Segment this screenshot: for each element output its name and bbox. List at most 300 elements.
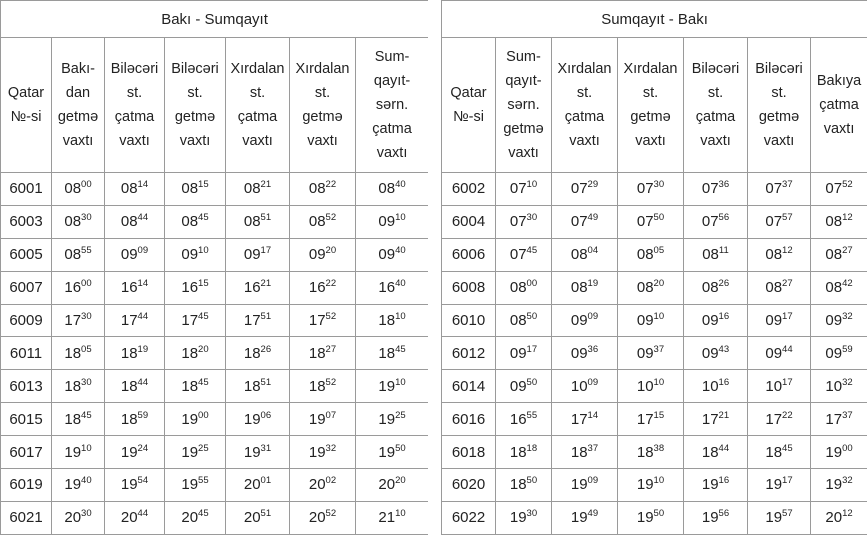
minute: 10 (395, 376, 406, 388)
time-cell (618, 304, 684, 337)
minute: 44 (137, 508, 149, 520)
column-header (1, 38, 52, 173)
minute: 25 (198, 442, 209, 454)
time-cell (356, 304, 429, 337)
table-row (1, 304, 429, 337)
hour: 07 (509, 180, 527, 198)
hour: 08 (570, 279, 588, 297)
hour: 18 (378, 344, 396, 362)
minute: 21 (260, 179, 272, 191)
column-header-line: vaxtı (763, 133, 795, 149)
minute: 12 (782, 245, 793, 257)
column-header-line: Xırdalan (295, 61, 350, 77)
time-cell (105, 238, 165, 271)
minute: 52 (325, 376, 337, 388)
time-cell (748, 436, 811, 469)
minute: 30 (526, 212, 538, 224)
minute: 10 (526, 179, 538, 191)
hour: 20 (308, 509, 326, 527)
time-cell (552, 238, 618, 271)
train-number: 6003 (1, 205, 52, 238)
minute: 45 (198, 376, 209, 388)
minute: 30 (526, 508, 538, 520)
minute: 54 (137, 475, 149, 487)
hour: 07 (509, 246, 527, 264)
time-cell (684, 469, 748, 502)
time-cell (105, 271, 165, 304)
time-cell (811, 469, 867, 502)
time-cell (552, 271, 618, 304)
table-row (442, 304, 867, 337)
time-cell (684, 501, 748, 534)
hour: 09 (308, 246, 326, 264)
hour: 19 (378, 410, 396, 428)
minute: 49 (587, 212, 599, 224)
minute: 09 (587, 475, 599, 487)
hour: 09 (509, 377, 527, 395)
minute: 31 (260, 442, 272, 454)
time-cell (748, 238, 811, 271)
column-header (290, 38, 356, 173)
hour: 19 (378, 377, 396, 395)
train-number: 6021 (1, 501, 52, 534)
time-cell (52, 436, 105, 469)
time-cell (290, 370, 356, 403)
time-cell (290, 436, 356, 469)
hour: 19 (765, 509, 783, 527)
hour: 19 (570, 476, 588, 494)
time-cell (684, 403, 748, 436)
minute: 30 (653, 179, 665, 191)
column-header (356, 38, 429, 173)
hour: 17 (570, 410, 588, 428)
table-row (442, 337, 867, 370)
minute: 36 (718, 179, 730, 191)
hour: 08 (765, 279, 783, 297)
hour: 18 (509, 443, 527, 461)
minute: 57 (782, 508, 793, 520)
train-number: 6017 (1, 436, 52, 469)
column-header (52, 38, 105, 173)
minute: 45 (526, 245, 538, 257)
minute: 17 (782, 376, 793, 388)
hour: 19 (181, 443, 199, 461)
column-header-line: №-si (10, 109, 42, 125)
minute: 20 (198, 343, 209, 355)
minute: 05 (653, 245, 665, 257)
hour: 19 (636, 476, 654, 494)
hour: 19 (120, 476, 138, 494)
time-cell (290, 238, 356, 271)
table-row (442, 238, 867, 271)
minute: 10 (653, 311, 665, 322)
column-header (496, 38, 552, 173)
hour: 17 (636, 410, 654, 428)
hour: 18 (181, 377, 199, 395)
hour: 08 (825, 213, 843, 231)
minute: 52 (325, 212, 337, 224)
time-cell (165, 304, 226, 337)
hour: 19 (243, 410, 261, 428)
column-header-line: vaxtı (823, 121, 855, 137)
minute: 17 (260, 245, 272, 257)
time-cell (618, 403, 684, 436)
hour: 19 (701, 476, 719, 494)
time-cell (684, 304, 748, 337)
time-cell (552, 501, 618, 534)
minute: 44 (137, 311, 149, 322)
time-cell (226, 501, 290, 534)
time-cell (226, 205, 290, 238)
table-row (442, 501, 867, 534)
time-cell (618, 205, 684, 238)
minute: 18 (526, 442, 538, 454)
timetable-right (441, 0, 867, 535)
time-cell (811, 205, 867, 238)
hour: 09 (765, 344, 783, 362)
hour: 08 (378, 180, 396, 198)
time-cell (105, 173, 165, 206)
time-cell (165, 370, 226, 403)
time-cell (290, 403, 356, 436)
minute: 25 (395, 409, 406, 421)
table-row (442, 436, 867, 469)
column-header-line: st. (642, 85, 659, 101)
column-header-line: st. (707, 85, 724, 101)
hour: 08 (181, 180, 199, 198)
minute: 21 (718, 409, 730, 421)
column-header (165, 38, 226, 173)
time-cell (811, 370, 867, 403)
time-cell (165, 469, 226, 502)
minute: 50 (653, 508, 665, 520)
hour: 18 (765, 443, 783, 461)
hour: 08 (181, 213, 199, 231)
time-cell (105, 403, 165, 436)
table-row (1, 337, 429, 370)
hour: 19 (509, 509, 527, 527)
minute: 59 (137, 409, 149, 421)
time-cell (496, 304, 552, 337)
train-number: 6012 (442, 337, 496, 370)
train-number: 6018 (442, 436, 496, 469)
time-cell (684, 173, 748, 206)
column-header-line: Biləcəri (110, 61, 159, 77)
minute: 30 (81, 508, 92, 520)
column-header-line: dan (65, 85, 91, 101)
time-cell (748, 271, 811, 304)
minute: 15 (198, 179, 209, 191)
column-header-line: vaxtı (62, 133, 94, 149)
minute: 37 (653, 343, 665, 355)
time-cell (165, 501, 226, 534)
time-cell (165, 436, 226, 469)
hour: 18 (64, 410, 82, 428)
column-header-line: Xırdalan (623, 61, 678, 77)
hour: 09 (378, 213, 396, 231)
table-row (1, 370, 429, 403)
hour: 08 (701, 279, 719, 297)
hour: 18 (120, 344, 138, 362)
hour: 08 (636, 246, 654, 264)
column-header (552, 38, 618, 173)
minute: 43 (718, 343, 730, 355)
column-header-line: Xırdalan (230, 61, 285, 77)
time-cell (52, 304, 105, 337)
minute: 27 (325, 343, 337, 355)
minute: 20 (325, 245, 337, 257)
minute: 06 (260, 409, 272, 421)
time-cell (496, 173, 552, 206)
time-cell (618, 469, 684, 502)
table-row (1, 469, 429, 502)
hour: 08 (308, 180, 326, 198)
time-cell (165, 238, 226, 271)
column-header-line: Sum- (374, 49, 410, 65)
minute: 05 (81, 343, 92, 355)
train-number: 6016 (442, 403, 496, 436)
hour: 16 (181, 279, 199, 297)
minute: 37 (587, 442, 599, 454)
time-cell (165, 205, 226, 238)
train-number: 6002 (442, 173, 496, 206)
table-row (1, 403, 429, 436)
minute: 16 (718, 376, 730, 388)
minute: 50 (526, 475, 538, 487)
column-header-line: vaxtı (569, 133, 600, 149)
hour: 16 (509, 410, 527, 428)
time-cell (165, 173, 226, 206)
minute: 10 (395, 212, 406, 224)
column-header-line: №-si (453, 109, 484, 125)
hour: 17 (181, 312, 199, 329)
time-cell (226, 271, 290, 304)
minute: 16 (718, 311, 730, 322)
minute: 19 (587, 278, 599, 290)
hour: 07 (701, 180, 719, 198)
minute: 14 (137, 278, 149, 290)
column-header-line: qayıt- (373, 73, 411, 89)
column-header-line: çatma (237, 109, 278, 125)
hour: 19 (636, 509, 654, 527)
minute: 55 (81, 245, 92, 257)
minute: 19 (137, 343, 149, 355)
hour: 19 (570, 509, 588, 527)
column-header-line: Sum- (506, 49, 541, 65)
minute: 29 (587, 179, 599, 191)
time-cell (105, 436, 165, 469)
minute: 00 (81, 278, 92, 290)
hour: 18 (64, 344, 82, 362)
minute: 12 (842, 212, 853, 224)
minute: 10 (653, 475, 665, 487)
minute: 22 (325, 179, 337, 191)
time-cell (226, 469, 290, 502)
time-cell (684, 271, 748, 304)
minute: 15 (198, 278, 209, 290)
time-cell (618, 501, 684, 534)
hour: 07 (636, 180, 654, 198)
time-cell (165, 271, 226, 304)
time-cell (290, 304, 356, 337)
hour: 19 (243, 443, 261, 461)
column-header-line: st. (771, 85, 787, 101)
column-header-line: st. (187, 85, 203, 101)
hour: 18 (378, 312, 396, 329)
minute: 12 (842, 508, 853, 520)
minute: 44 (137, 376, 149, 388)
column-header-line: Qatar (7, 85, 45, 101)
minute: 00 (81, 179, 92, 191)
table-title: Bakı - Sumqayıt (1, 1, 429, 38)
time-cell (356, 337, 429, 370)
hour: 08 (120, 180, 138, 198)
time-cell (52, 370, 105, 403)
time-cell (226, 337, 290, 370)
table-title: Sumqayıt - Bakı (442, 1, 867, 38)
time-cell (684, 238, 748, 271)
time-cell (618, 271, 684, 304)
column-header (684, 38, 748, 173)
time-cell (52, 271, 105, 304)
time-cell (290, 173, 356, 206)
time-cell (811, 304, 867, 337)
hour: 17 (308, 312, 326, 329)
hour: 08 (509, 279, 527, 297)
column-header-line: qayıt- (505, 73, 542, 89)
minute: 38 (653, 442, 665, 454)
hour: 09 (243, 246, 261, 264)
time-cell (811, 271, 867, 304)
time-cell (52, 403, 105, 436)
column-header-line: çatma (372, 121, 412, 137)
time-cell (552, 436, 618, 469)
minute: 56 (718, 508, 730, 520)
time-cell (496, 469, 552, 502)
hour: 08 (765, 246, 783, 264)
hour: 10 (570, 377, 588, 395)
minute: 30 (81, 376, 92, 388)
time-cell (356, 238, 429, 271)
minute: 40 (395, 278, 406, 290)
hour: 09 (570, 344, 588, 362)
time-cell (552, 205, 618, 238)
column-header-line: Xırdalan (557, 61, 612, 77)
time-cell (226, 436, 290, 469)
hour: 20 (243, 509, 261, 527)
column-header-line: sərn. (507, 97, 540, 113)
time-cell (811, 436, 867, 469)
column-header-line: getmə (174, 109, 216, 125)
table-row (1, 271, 429, 304)
minute: 14 (587, 409, 599, 421)
minute: 00 (842, 442, 853, 454)
time-cell (105, 501, 165, 534)
column-header (748, 38, 811, 173)
table-row (442, 271, 867, 304)
hour: 19 (825, 443, 843, 461)
time-cell (618, 337, 684, 370)
train-number: 6014 (442, 370, 496, 403)
time-cell (165, 337, 226, 370)
time-cell (684, 205, 748, 238)
hour: 09 (570, 312, 588, 329)
hour: 16 (64, 279, 82, 297)
time-cell (811, 501, 867, 534)
minute: 00 (526, 278, 538, 290)
hour: 20 (243, 476, 261, 494)
time-cell (748, 469, 811, 502)
minute: 45 (395, 343, 406, 355)
hour: 08 (243, 180, 261, 198)
minute: 26 (260, 343, 272, 355)
sumqayit-baku-timetable (441, 0, 867, 535)
time-cell (105, 337, 165, 370)
hour: 17 (120, 312, 138, 329)
time-cell (496, 436, 552, 469)
minute: 17 (782, 475, 793, 487)
hour: 07 (765, 180, 783, 198)
hour: 18 (308, 377, 326, 395)
minute: 57 (782, 212, 793, 224)
timetable-left (0, 0, 429, 535)
time-cell (226, 304, 290, 337)
minute: 52 (325, 508, 337, 520)
time-cell (748, 337, 811, 370)
hour: 19 (64, 476, 82, 494)
minute: 40 (395, 245, 406, 257)
time-cell (748, 501, 811, 534)
time-cell (496, 370, 552, 403)
train-number: 6007 (1, 271, 52, 304)
hour: 17 (701, 410, 719, 428)
hour: 09 (636, 344, 654, 362)
baku-sumqayit-timetable (0, 0, 428, 535)
column-header-line: Biləcəri (755, 61, 803, 77)
minute: 32 (842, 475, 853, 487)
hour: 08 (702, 246, 719, 264)
column-header-line: vaxtı (307, 133, 338, 149)
time-cell (52, 238, 105, 271)
time-cell (52, 469, 105, 502)
table-row (1, 205, 429, 238)
minute: 55 (526, 409, 538, 421)
column-header-line: Biləcəri (171, 61, 219, 77)
hour: 19 (181, 410, 199, 428)
hour: 10 (765, 377, 783, 395)
column-header-line: Bakı- (61, 61, 95, 77)
column-header-line: vaxtı (508, 145, 539, 161)
time-cell (52, 173, 105, 206)
time-cell (552, 304, 618, 337)
time-cell (290, 271, 356, 304)
minute: 45 (198, 311, 209, 322)
column-header-line: getmə (503, 121, 544, 137)
time-cell (811, 173, 867, 206)
time-cell (811, 403, 867, 436)
minute: 49 (587, 508, 599, 520)
time-cell (811, 337, 867, 370)
time-cell (496, 238, 552, 271)
column-header-line: vaxtı (119, 133, 150, 149)
column-header-line: getmə (302, 109, 343, 125)
minute: 11 (718, 245, 729, 257)
table-row (442, 173, 867, 206)
train-number: 6004 (442, 205, 496, 238)
hour: 19 (181, 476, 199, 494)
minute: 40 (81, 475, 92, 487)
hour: 19 (825, 476, 843, 494)
